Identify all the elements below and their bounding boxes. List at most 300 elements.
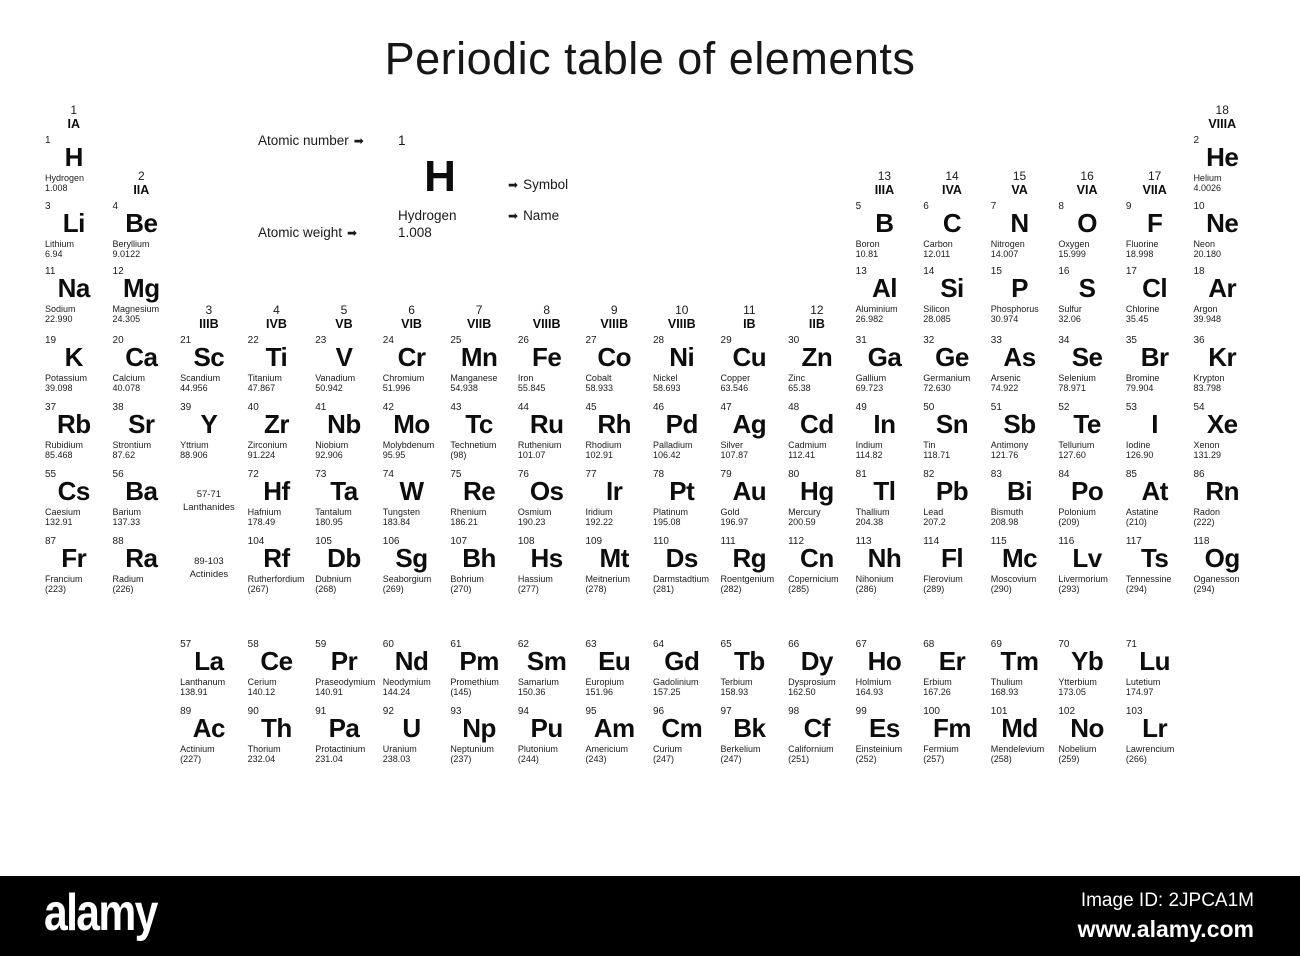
atomic-weight: 173.05 — [1058, 687, 1086, 697]
element-symbol: Ce — [260, 646, 293, 676]
atomic-weight: (277) — [517, 584, 539, 594]
element-Er — [918, 636, 986, 703]
atomic-weight: 1.008 — [45, 183, 68, 193]
element-symbol: Ag — [732, 409, 767, 439]
element-Pm — [445, 636, 513, 703]
atomic-number: 59 — [315, 639, 327, 650]
atomic-weight: 190.23 — [517, 517, 546, 527]
placeholder-label: Lanthanides — [182, 501, 235, 513]
element-name: Livermorium — [1058, 574, 1108, 584]
element-symbol: Ra — [125, 543, 158, 573]
element-name: Technetium — [450, 440, 497, 450]
group-header-17 — [1121, 132, 1189, 198]
atomic-weight: 85.468 — [45, 450, 73, 460]
element-symbol: Ru — [529, 409, 564, 439]
element-name: Europium — [585, 677, 624, 687]
atomic-number: 88 — [112, 536, 124, 547]
element-name: Cobalt — [585, 373, 612, 383]
element-name: Fermium — [923, 744, 959, 754]
element-name: Hydrogen — [45, 173, 85, 183]
element-symbol: Mn — [460, 342, 498, 372]
atomic-weight: (210) — [1125, 517, 1147, 527]
element-symbol: Ts — [1140, 543, 1169, 573]
element-symbol: Co — [597, 342, 632, 372]
element-name: Tantalum — [315, 507, 352, 517]
element-Ho — [851, 636, 919, 703]
group-number: 8 — [543, 303, 550, 317]
element-Mt — [580, 533, 648, 600]
element-symbol: Ba — [125, 476, 158, 506]
group-header-15 — [986, 132, 1054, 198]
atomic-number: 29 — [720, 335, 732, 346]
atomic-weight: 28.085 — [923, 314, 951, 324]
placeholder-actinides — [175, 533, 243, 600]
element-symbol: Xe — [1206, 409, 1238, 439]
atomic-number: 39 — [180, 402, 192, 413]
atomic-number: 74 — [382, 469, 394, 480]
legend-atomic-weight-label: Atomic weight — [258, 225, 343, 240]
element-Rn — [1188, 466, 1256, 533]
atomic-weight: 88.906 — [180, 450, 208, 460]
atomic-weight: 162.50 — [788, 687, 816, 697]
element-name: Antimony — [990, 440, 1029, 450]
element-Ga — [851, 332, 919, 399]
element-symbol: Cm — [661, 713, 703, 743]
atomic-number: 5 — [855, 201, 862, 212]
element-C — [918, 198, 986, 263]
element-Np — [445, 703, 513, 770]
atomic-number: 17 — [1125, 266, 1137, 277]
element-name: Nihonium — [855, 574, 894, 584]
element-Se — [1053, 332, 1121, 399]
group-label: VIIIA — [1208, 117, 1237, 131]
element-name: Dysprosium — [788, 677, 836, 687]
element-name: Rhodium — [585, 440, 622, 450]
element-symbol: Md — [1001, 713, 1038, 743]
group-label: IVB — [266, 317, 287, 331]
element-symbol: Mg — [123, 273, 160, 303]
element-Ir — [580, 466, 648, 533]
element-name: Chlorine — [1125, 304, 1160, 314]
element-name: Astatine — [1125, 507, 1159, 517]
atomic-number: 82 — [923, 469, 935, 480]
element-name: Uranium — [382, 744, 417, 754]
element-symbol: Si — [940, 273, 964, 303]
atomic-number: 70 — [1058, 639, 1070, 650]
atomic-number: 76 — [517, 469, 529, 480]
element-symbol: Cu — [732, 342, 767, 372]
element-Ds — [648, 533, 716, 600]
element-symbol: Ds — [665, 543, 698, 573]
element-symbol: Cd — [800, 409, 834, 439]
atomic-weight: 164.93 — [855, 687, 884, 697]
atomic-weight: 101.07 — [517, 450, 546, 460]
group-number: 10 — [675, 303, 689, 317]
atomic-number: 57 — [180, 639, 192, 650]
element-Es — [851, 703, 919, 770]
atomic-number: 90 — [247, 706, 259, 717]
element-name: Calcium — [112, 373, 146, 383]
element-name: Samarium — [517, 677, 559, 687]
atomic-weight: 192.22 — [585, 517, 613, 527]
group-label: VIB — [401, 317, 422, 331]
element-Fr — [40, 533, 108, 600]
element-name: Lutetium — [1125, 677, 1161, 687]
element-symbol: In — [873, 409, 896, 439]
legend-atomic-number-value: 1 — [398, 133, 406, 148]
element-symbol: Ge — [935, 342, 969, 372]
element-name: Potassium — [45, 373, 88, 383]
element-Md — [986, 703, 1054, 770]
atomic-number: 97 — [720, 706, 732, 717]
element-symbol: Sc — [193, 342, 225, 372]
group-number: 15 — [1012, 169, 1027, 183]
element-symbol: Mo — [393, 409, 430, 439]
group-header-8 — [513, 263, 581, 332]
atomic-weight: 140.12 — [247, 687, 276, 697]
element-symbol: Ac — [192, 713, 225, 743]
atomic-number: 16 — [1058, 266, 1070, 277]
element-S — [1053, 263, 1121, 332]
atomic-number: 18 — [1193, 266, 1205, 277]
element-name: Promethium — [450, 677, 499, 687]
element-Hg — [783, 466, 851, 533]
group-number: 2 — [137, 169, 145, 183]
element-Ce — [243, 636, 311, 703]
atomic-number: 87 — [45, 536, 57, 547]
element-name: Molybdenum — [382, 440, 435, 450]
atomic-number: 65 — [720, 639, 732, 650]
element-symbol: Na — [57, 273, 90, 303]
element-name: Xenon — [1193, 440, 1220, 450]
atomic-number: 93 — [450, 706, 462, 717]
element-Xe — [1188, 399, 1256, 466]
element-name: Thallium — [855, 507, 890, 517]
element-symbol: Rn — [1205, 476, 1240, 506]
atomic-number: 116 — [1058, 536, 1075, 547]
element-symbol: P — [1011, 273, 1028, 303]
atomic-weight: 186.21 — [450, 517, 478, 527]
atomic-number: 43 — [450, 402, 462, 413]
element-name: Moscovium — [990, 574, 1037, 584]
element-Mg — [108, 263, 176, 332]
placeholder-label: Actinides — [189, 568, 229, 580]
atomic-weight: 204.38 — [855, 517, 884, 527]
atomic-number: 9 — [1125, 201, 1132, 212]
element-Lv — [1053, 533, 1121, 600]
atomic-weight: 20.180 — [1193, 249, 1221, 259]
element-name: Krypton — [1193, 373, 1225, 383]
atomic-number: 1 — [45, 135, 51, 146]
group-label: VA — [1011, 183, 1028, 197]
element-symbol: Re — [462, 476, 496, 506]
atomic-weight: 14.007 — [990, 249, 1019, 259]
group-number: 5 — [340, 303, 348, 317]
atomic-number: 35 — [1125, 335, 1137, 346]
atomic-number: 44 — [517, 402, 529, 413]
element-Ra — [108, 533, 176, 600]
atomic-number: 38 — [112, 402, 124, 413]
atomic-number: 63 — [585, 639, 597, 650]
atomic-weight: (290) — [990, 584, 1012, 594]
atomic-weight: 106.42 — [653, 450, 681, 460]
element-Ac — [175, 703, 243, 770]
element-name: Palladium — [653, 440, 693, 450]
atomic-number: 100 — [923, 706, 940, 717]
atomic-weight: 207.2 — [923, 517, 946, 527]
element-Dy — [783, 636, 851, 703]
atomic-number: 14 — [923, 266, 935, 277]
atomic-number: 54 — [1193, 402, 1205, 413]
element-Nh — [851, 533, 919, 600]
element-name: Radium — [112, 574, 144, 584]
element-name: Radon — [1193, 507, 1220, 517]
group-number: 11 — [743, 303, 756, 317]
element-I — [1121, 399, 1189, 466]
element-name: Argon — [1193, 304, 1218, 314]
element-name: Iridium — [585, 507, 613, 517]
atomic-weight: 138.91 — [180, 687, 208, 697]
atomic-number: 60 — [382, 639, 394, 650]
element-symbol: Te — [1073, 409, 1101, 439]
element-Re — [445, 466, 513, 533]
atomic-number: 10 — [1193, 201, 1205, 212]
element-Sc — [175, 332, 243, 399]
element-symbol: Sr — [128, 409, 155, 439]
element-name: Thulium — [990, 677, 1023, 687]
atomic-weight: (267) — [247, 584, 269, 594]
group-header-14 — [918, 132, 986, 198]
element-Cn — [783, 533, 851, 600]
element-name: Caesium — [45, 507, 81, 517]
atomic-weight: 168.93 — [990, 687, 1019, 697]
group-label: VIIA — [1142, 183, 1167, 197]
element-symbol: O — [1077, 208, 1097, 238]
element-Sr — [108, 399, 176, 466]
element-symbol: Li — [62, 208, 85, 238]
atomic-number: 7 — [990, 201, 997, 212]
element-Ni — [648, 332, 716, 399]
element-name: Flerovium — [923, 574, 963, 584]
element-name: Arsenic — [990, 373, 1021, 383]
placeholder-lanthanides — [175, 466, 243, 533]
group-header-13 — [851, 132, 919, 198]
atomic-number: 32 — [923, 335, 935, 346]
element-Y — [175, 399, 243, 466]
group-number: 18 — [1215, 103, 1229, 117]
group-label: IB — [743, 317, 756, 331]
atomic-number: 25 — [450, 335, 462, 346]
element-V — [310, 332, 378, 399]
atomic-weight: 157.25 — [653, 687, 681, 697]
atomic-number: 98 — [788, 706, 800, 717]
group-header-2 — [108, 132, 176, 198]
element-symbol: Cn — [800, 543, 834, 573]
atomic-weight: 63.546 — [720, 383, 749, 393]
group-number: 16 — [1080, 169, 1094, 183]
element-name: Sulfur — [1058, 304, 1082, 314]
atomic-number: 68 — [923, 639, 935, 650]
element-symbol: U — [402, 713, 421, 743]
atomic-weight: (209) — [1058, 517, 1080, 527]
atomic-weight: 79.904 — [1125, 383, 1154, 393]
atomic-number: 24 — [382, 335, 394, 346]
atomic-weight: (243) — [585, 754, 607, 764]
group-header-1 — [40, 96, 108, 132]
element-Cl — [1121, 263, 1189, 332]
group-header-11 — [716, 263, 784, 332]
atomic-weight: 178.49 — [247, 517, 276, 527]
element-name: Tin — [923, 440, 936, 450]
atomic-number: 52 — [1058, 402, 1070, 413]
element-name: Berkelium — [720, 744, 761, 754]
atomic-weight: 9.0122 — [112, 249, 141, 259]
element-name: Scandium — [180, 373, 221, 383]
element-symbol: Bi — [1007, 476, 1033, 506]
element-W — [378, 466, 446, 533]
atomic-weight: 30.974 — [990, 314, 1019, 324]
atomic-weight: 107.87 — [720, 450, 749, 460]
atomic-weight: 72.630 — [923, 383, 951, 393]
element-Pt — [648, 466, 716, 533]
element-symbol: K — [64, 342, 83, 372]
element-Db — [310, 533, 378, 600]
atomic-number: 31 — [855, 335, 867, 346]
atomic-number: 48 — [788, 402, 800, 413]
atomic-weight: 131.29 — [1193, 450, 1221, 460]
element-symbol: Br — [1140, 342, 1169, 372]
element-symbol: As — [1003, 342, 1036, 372]
atomic-number: 51 — [990, 402, 1002, 413]
atomic-number: 42 — [382, 402, 394, 413]
footer-bar — [0, 876, 1300, 956]
atomic-number: 49 — [855, 402, 867, 413]
atomic-weight: (244) — [517, 754, 539, 764]
element-Sb — [986, 399, 1054, 466]
element-Li — [40, 198, 108, 263]
element-name: Californium — [788, 744, 834, 754]
atomic-weight: 183.84 — [382, 517, 411, 527]
element-Fl — [918, 533, 986, 600]
element-symbol: Tb — [733, 646, 765, 676]
arrow-right-icon: ➡ — [347, 226, 358, 240]
element-symbol: Se — [1071, 342, 1103, 372]
element-symbol: Be — [125, 208, 158, 238]
atomic-weight: (269) — [382, 584, 404, 594]
atomic-number: 19 — [45, 335, 57, 346]
group-number: 4 — [273, 303, 280, 317]
atomic-weight: (223) — [45, 584, 67, 594]
element-name: Rubidium — [45, 440, 84, 450]
element-F — [1121, 198, 1189, 263]
page-title: Periodic table of elements — [384, 33, 916, 84]
element-Cm — [648, 703, 716, 770]
element-Yb — [1053, 636, 1121, 703]
element-name: Helium — [1193, 173, 1222, 183]
arrow-right-icon: ➡ — [508, 209, 519, 223]
element-symbol: Cs — [57, 476, 90, 506]
element-name: Indium — [855, 440, 883, 450]
atomic-weight: 22.990 — [45, 314, 73, 324]
atomic-number: 4 — [112, 201, 119, 212]
atomic-number: 15 — [990, 266, 1002, 277]
atomic-number: 78 — [653, 469, 665, 480]
atomic-weight: 127.60 — [1058, 450, 1086, 460]
atomic-weight: 132.91 — [45, 517, 73, 527]
atomic-weight: 137.33 — [112, 517, 141, 527]
atomic-weight: (294) — [1125, 584, 1147, 594]
element-Sg — [378, 533, 446, 600]
atomic-weight: 50.942 — [315, 383, 343, 393]
element-Bk — [716, 703, 784, 770]
atomic-number: 110 — [653, 536, 669, 547]
element-name: Ruthenium — [517, 440, 562, 450]
group-number: 9 — [610, 303, 618, 317]
atomic-number: 91 — [315, 706, 327, 717]
element-Rb — [40, 399, 108, 466]
atomic-number: 62 — [517, 639, 529, 650]
element-name: Osmium — [517, 507, 552, 517]
element-Gd — [648, 636, 716, 703]
element-Nd — [378, 636, 446, 703]
element-Al — [851, 263, 919, 332]
element-Zn — [783, 332, 851, 399]
element-name: Carbon — [923, 239, 953, 249]
element-name: Rhenium — [450, 507, 487, 517]
placeholder-range: 89-103 — [194, 556, 224, 568]
atomic-weight: 92.906 — [315, 450, 343, 460]
element-symbol: Fe — [531, 342, 562, 372]
element-symbol: Ir — [606, 476, 623, 506]
element-Pd — [648, 399, 716, 466]
atomic-number: 94 — [517, 706, 529, 717]
atomic-number: 103 — [1125, 706, 1143, 717]
atomic-number: 104 — [247, 536, 265, 547]
element-Mc — [986, 533, 1054, 600]
element-Hf — [243, 466, 311, 533]
element-symbol: Nh — [867, 543, 902, 573]
atomic-weight: 65.38 — [788, 383, 811, 393]
group-label: IA — [67, 117, 81, 131]
element-symbol: Rh — [597, 409, 632, 439]
element-name: Nickel — [653, 373, 678, 383]
element-symbol: Sg — [395, 543, 428, 573]
atomic-weight: 12.011 — [923, 249, 951, 259]
atomic-number: 37 — [45, 402, 57, 413]
element-name: Sodium — [45, 304, 76, 314]
element-Ba — [108, 466, 176, 533]
atomic-weight: 102.91 — [585, 450, 613, 460]
element-symbol: Pb — [935, 476, 969, 506]
element-name: Fluorine — [1125, 239, 1159, 249]
element-Tb — [716, 636, 784, 703]
element-Rf — [243, 533, 311, 600]
element-name: Aluminium — [855, 304, 898, 314]
element-Ta — [310, 466, 378, 533]
element-Cu — [716, 332, 784, 399]
element-name: Gadolinium — [653, 677, 699, 687]
element-Pb — [918, 466, 986, 533]
atomic-weight: 39.948 — [1193, 314, 1221, 324]
element-symbol: Nb — [327, 409, 361, 439]
group-label: IIB — [808, 317, 825, 331]
element-name: Chromium — [382, 373, 425, 383]
group-label: VIA — [1076, 183, 1098, 197]
group-number: 6 — [408, 303, 415, 317]
element-Ru — [513, 399, 581, 466]
periodic-grid — [40, 96, 1256, 770]
arrow-right-icon: ➡ — [353, 134, 364, 148]
